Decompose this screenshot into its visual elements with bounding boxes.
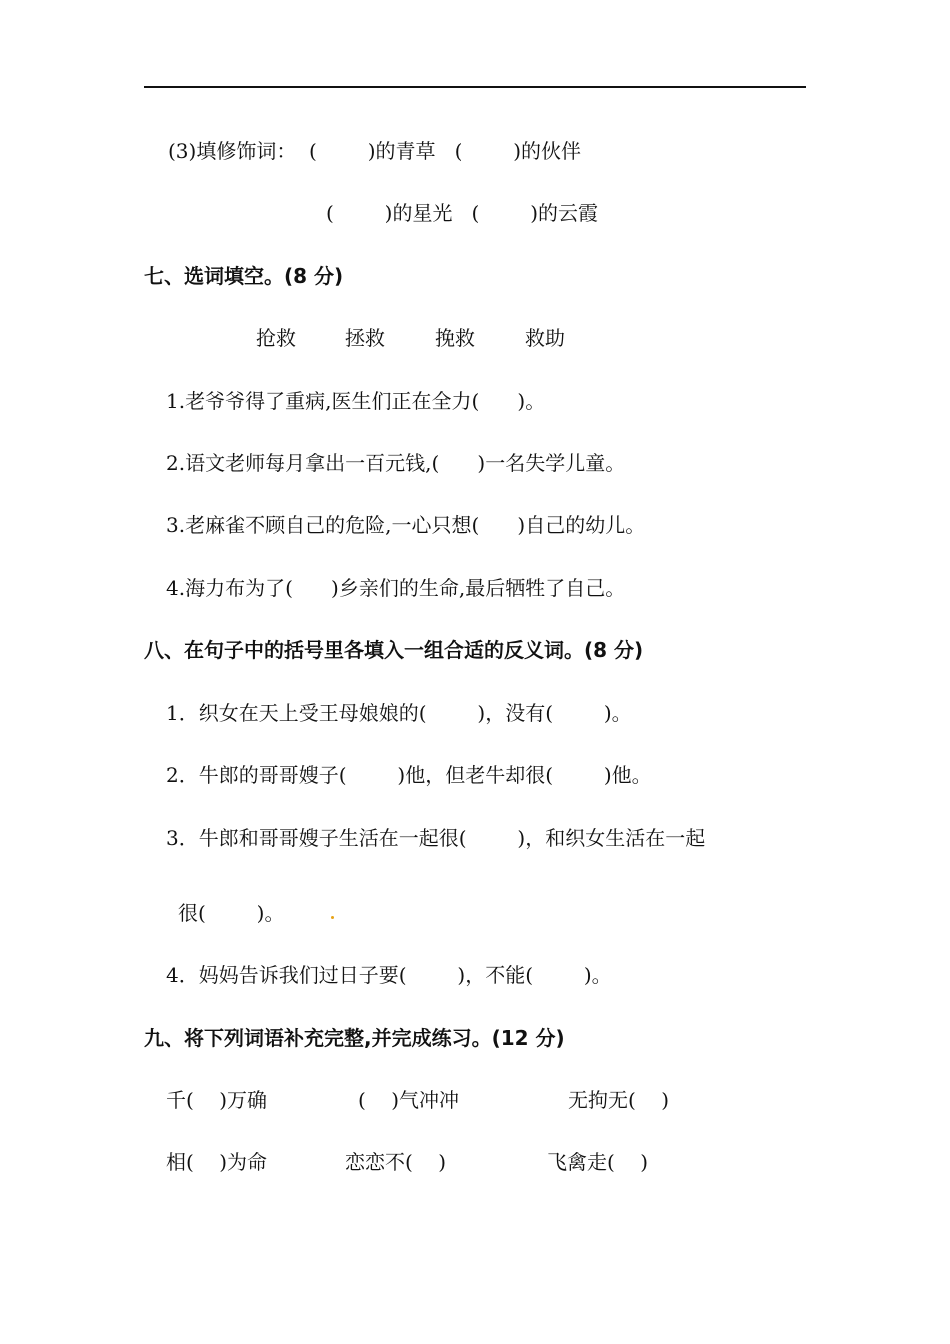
- section-9-title: 九、将下列词语补充完整,并完成练习。(12 分): [144, 1026, 565, 1050]
- section-8-item-1: 1．织女在天上受王母娘娘的( )，没有( )。: [166, 701, 632, 725]
- section-7-item-1: 1.老爷爷得了重病,医生们正在全力( )。: [166, 389, 546, 413]
- section-8-item-3: 3．牛郎和哥哥嫂子生活在一起很( )，和织女生活在一起: [166, 826, 706, 850]
- fill-modifiers-line-2: ( )的星光 ( )的云霞: [326, 201, 599, 225]
- section-7-item-4: 4.海力布为了( )乡亲们的生命,最后牺牲了自己。: [166, 576, 626, 600]
- idiom-1: 千( )万确: [166, 1088, 268, 1112]
- stray-dot-mark: [331, 916, 334, 919]
- section-8-title: 八、在句子中的括号里各填入一组合适的反义词。(8 分): [144, 638, 644, 662]
- word-option-3: 挽救: [435, 326, 475, 350]
- section-8-item-3-cont: 很( )。: [178, 901, 285, 925]
- header-rule: [144, 86, 806, 88]
- idiom-4: 相( )为命: [166, 1150, 268, 1174]
- word-option-1: 抢救: [256, 326, 296, 350]
- section-8-item-2: 2．牛郎的哥哥嫂子( )他，但老牛却很( )他。: [166, 763, 652, 787]
- idiom-6: 飞禽走( ): [547, 1150, 649, 1174]
- word-option-2: 拯救: [345, 326, 385, 350]
- section-7-item-2: 2.语文老师每月拿出一百元钱,( )一名失学儿童。: [166, 451, 626, 475]
- idiom-5: 恋恋不( ): [345, 1150, 447, 1174]
- section-7-item-3: 3.老麻雀不顾自己的危险,一心只想( )自己的幼儿。: [166, 513, 646, 537]
- fill-modifiers-line-1: (3)填修饰词： ( )的青草 ( )的伙伴: [168, 139, 582, 163]
- section-8-item-4: 4．妈妈告诉我们过日子要( )，不能( )。: [166, 963, 612, 987]
- section-7-title: 七、选词填空。(8 分): [144, 264, 344, 288]
- idiom-2: ( )气冲冲: [358, 1088, 460, 1112]
- word-option-4: 救助: [525, 326, 565, 350]
- idiom-3: 无拘无( ): [568, 1088, 670, 1112]
